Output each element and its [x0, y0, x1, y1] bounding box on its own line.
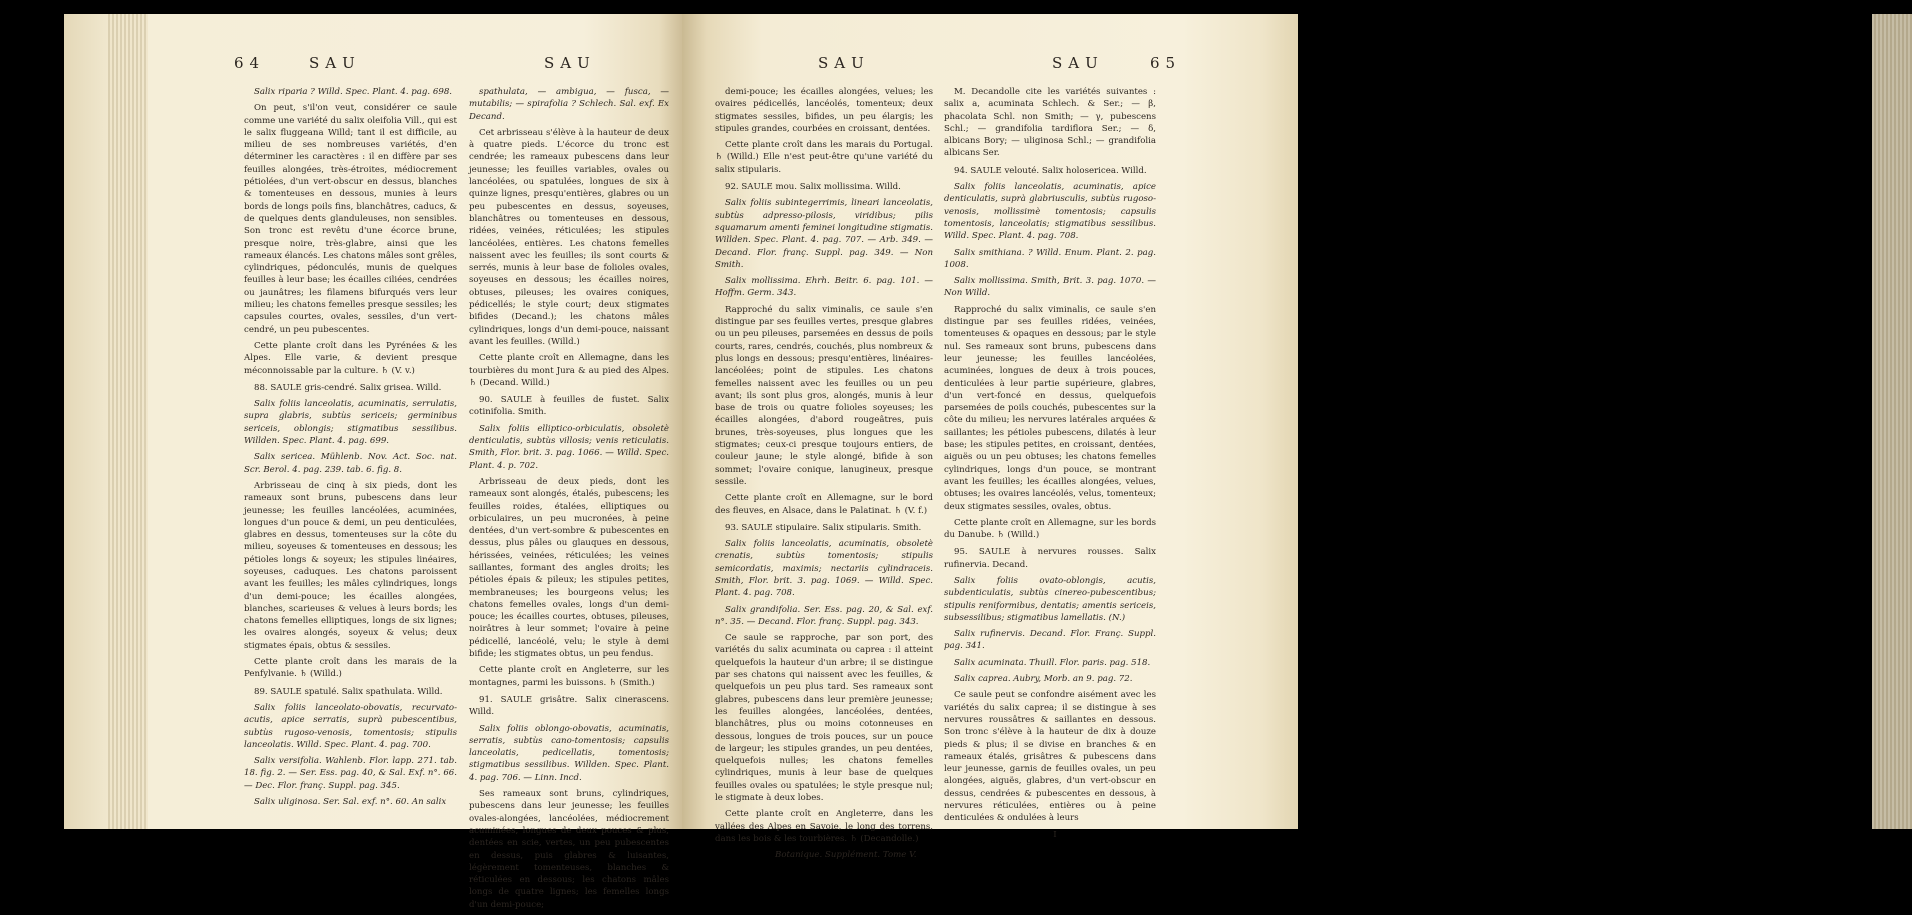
paragraph: Cette plante croît dans les marais de la Penfylvanie. ♄ (Willd.): [244, 657, 457, 680]
paragraph: Cette plante croît dans les Pyrénées & les Alpes. Elle varie, & devient presque méconnoissable par la culture. ♄ (V. v.): [244, 340, 457, 376]
synonym-citation: Salix mollissima. Ehrh. Beitr. 6. pag. 101. — Hoffm. Germ. 343.: [715, 276, 933, 299]
left-column-1: [244, 86, 457, 812]
paragraph: I: [1053, 829, 1057, 840]
paragraph: Arbrisseau de deux pieds, dont les rameaux sont alongés, étalés, pubescens; les feuilles roides, étalées, elliptiques ou orbiculaires, un peu mucronées, à peine dentées, d'un vert-sombre & pubescentes en dessus, plus pâles ou glauques en dessous, hérissées, veinées, réticulées; les veines saillantes, formant des angles droits; les pétioles épais & pileux; les stipules petites, membraneuses; les bourgeons velus; les chatons femelles ovales, longs d'un demi-pouce; les écailles courtes, obtuses, pileuses, noirâtres à leur sommet; l'ovaire à peine pédicellé, lancéolé, velu; le style à demi bifide; les stigmates obtus, un peu fendus.: [469, 476, 669, 660]
synonym-citation: Salix acuminata. Thuill. Flor. paris. pag. 518.: [954, 657, 1151, 668]
synonym-citation: Salix foliis ovato-oblongis, acutis, subdenticulatis, subtùs cinereo-pubescentibus; stipulis reniformibus, dentatis; amentis sericeis, subsessilibus; stigmatibus lamellatis. (N.): [944, 575, 1156, 623]
page-edge-left: [108, 14, 148, 829]
synonym-citation: Salix foliis lanceolatis, acuminatis, obsoletè crenatis, subtùs tomentosis; stipulis semicordatis, maximis; nectariis cylindraceis. Smith, Flor. brit. 3. pag. 1069. — Willd. Spec. Plant. 4. pag. 708.: [715, 539, 933, 599]
paragraph: M. Decandolle cite les variétés suivantes : salix a, acuminata Schlech. & Ser.; — β, phacolata Schl. non Smith; — γ, pubescens Schl.; — grandifolia tardiflora Ser.; — δ, albicans Bory; — uliginosa Schl.; — grandifolia albicans Ser.: [944, 87, 1156, 159]
left-column-2: [469, 86, 669, 915]
running-head-right-2: SAU: [1052, 54, 1104, 72]
open-book: [64, 14, 1298, 910]
paragraph: Ses rameaux sont bruns, cylindriques, pubescens dans leur jeunesse; les feuilles ovales-alongées, lancéolées, médiocrement acuminées, longues de deux pouces & plus, dentées en scie, vertes, un peu pubescentes en dessus, puis glabres & luisantes, légèrement tomenteuses, blanches & réticulées en dessous; les chatons mâles longs de quatre lignes; les femelles longs d'un demi-pouce;: [469, 789, 669, 910]
synonym-citation: Salix smithiana. ? Willd. Enum. Plant. 2. pag. 1008.: [944, 247, 1156, 270]
left-page: [64, 14, 682, 910]
right-column-2: [944, 86, 1156, 845]
page-number-left: 64: [234, 54, 266, 72]
species-entry-heading: 94. SAULE velouté. Salix holosericea. Willd.: [954, 165, 1147, 176]
species-entry-heading: 90. SAULE à feuilles de fustet. Salix cotinifolia. Smith.: [469, 395, 669, 418]
page-footer: Botanique. Supplément. Tome V.: [775, 850, 917, 861]
synonym-citation: Salix caprea. Aubry, Morb. an 9. pag. 72.: [954, 674, 1133, 685]
paragraph: Arbrisseau de cinq à six pieds, dont les rameaux sont bruns, pubescens dans leur jeunesse; les feuilles lancéolées, acuminées, longues d'un pouce & demi, un peu denticulées, glabres en dessus, tomenteuses sur la côte du milieu, soyeuses & tomenteuses en dessous; les pétioles longs & soyeux; les stipules linéaires, soyeuses, caduques. Les chatons paroissent avant les feuilles; les mâles cylindriques, longs d'un demi-pouce; les écailles alongées, blanches, scarieuses & velues à leurs bords; les chatons femelles elliptiques, longs de six lignes; les ovaires alongés, soyeux & velus; deux stigmates épais, obtus & sessiles.: [244, 480, 457, 651]
paragraph: Rapproché du salix viminalis, ce saule s'en distingue par ses feuilles vertes, presque glabres ou un peu pileuses, parsemées en dessus de poils courts, rares, cendrés, couchés, plus nombreux & plus longs en dessous; presqu'entières, linéaires-lancéolées; point de stipules. Les chatons femelles naissent avec les feuilles ou un peu avant; ils sont plus gros, alongés, munis à leur base de trois ou quatre folioles soyeuses; les écailles alongées, d'abord rougeâtres, puis brunes, très-soyeuses, plus longues que les stigmates; ceux-ci presque toujours entiers, de couleur jaune; le style alongé, bifide à son sommet; l'ovaire conique, lanugineux, presque sessile.: [715, 304, 933, 487]
species-entry-heading: 92. SAULE mou. Salix mollissima. Willd.: [725, 182, 901, 193]
paragraph: Cette plante croît en Allemagne, sur les bords du Danube. ♄ (Willd.): [944, 517, 1156, 541]
synonym-citation: Salix foliis lanceolato-obovatis, recurvato-acutis, apice serratis, suprà pubescentibus, subtùs rugoso-venosis, tomentosis; stipulis lanceolatis. Willd. Spec. Plant. 4. pag. 700.: [244, 702, 457, 750]
paragraph: Cette plante croît en Allemagne, sur le bord des fleuves, en Alsace, dans le Palatinat. ♄ (V. f.): [715, 493, 933, 516]
running-head-left-2: SAU: [544, 54, 596, 72]
species-entry-heading: 89. SAULE spatulé. Salix spathulata. Willd.: [254, 686, 443, 697]
synonym-citation: Salix foliis oblongo-obovatis, acuminatis, serratis, subtùs cano-tomentosis; capsulis lanceolatis, pedicellatis, tomentosis; stigmatibus sessilibus. Willden. Spec. Plant. 4. pag. 706. — Linn. Incd.: [469, 723, 669, 783]
paragraph: Ce saule se rapproche, par son port, des variétés du salix acuminata ou caprea : il atteint quelquefois la hauteur d'un arbre; il se distingue par ses chatons qui naissent avec les feuilles, & quelquefois un peu plus tard. Ses rameaux sont glabres, pubescens dans leur première jeunesse; les feuilles alongées, lancéolées, dentées, blanchâtres, plus ou moins cotonneuses en dessous, longues de trois pouces, sur un pouce de largeur; les stipules grandes, un peu dentées, quelquefois nulles; les chatons femelles cylindriques, munis à leur base de quelques feuilles ovales ou spatulées; le style presque nul; le stigmate à deux lobes.: [715, 633, 933, 804]
right-column-1: [715, 86, 933, 866]
running-head-left-1: SAU: [309, 54, 361, 72]
species-entry-heading: 88. SAULE gris-cendré. Salix grisea. Willd.: [254, 382, 442, 393]
synonym-citation: Salix uliginosa. Ser. Sal. exf. n°. 60. An salix: [254, 797, 447, 808]
running-head-right-1: SAU: [818, 54, 870, 72]
species-entry-heading: 91. SAULE grisâtre. Salix cinerascens. Willd.: [469, 694, 669, 718]
synonym-citation: Salix foliis lanceolatis, acuminatis, serrulatis, supra glabris, subtùs sericeis; germinibus sericeis, oblongis; stigmatibus sessilibus. Willden. Spec. Plant. 4. pag. 699.: [244, 399, 457, 447]
paragraph: Cette plante croît en Allemagne, dans les tourbières du mont Jura & au pied des Alpes. ♄ (Decand. Willd.): [469, 353, 669, 388]
paragraph: On peut, s'il'on veut, considérer ce saule comme une variété du salix oleifolia Vill., qui est le salix fluggeana Willd; tant il est difficile, au milieu de ses nombreuses variétés, d'en déterminer les caractères : il en diffère par ses feuilles alongées, très-étroites, médiocrement pétiolées, d'un vert-obscur en dessus, blanches & tomenteuses en dessous, munies à leurs bords de longs poils fins, blanchâtres, caducs, & de quelques dents glanduleuses, non sensibles. Son tronc est revêtu d'une écorce brune, presque noire, très-glabre, ainsi que les rameaux élancés. Les chatons mâles sont grêles, cylindriques, pédonculés, munis de quelques feuilles à leur base; les écailles ciliées, cendrées ou jaunâtres; les filamens bifurqués vers leur milieu; les chatons femelles presque sessiles; les capsules courtes, ovales, sessiles, d'un vert-cendré, un peu pubescentes.: [244, 103, 457, 335]
page-edge-right: [1872, 14, 1912, 829]
species-entry-heading: 95. SAULE à nervures rousses. Salix rufinervia. Decand.: [944, 547, 1156, 570]
synonym-citation: Salix rufinervis. Decand. Flor. Franç. Suppl. pag. 341.: [944, 629, 1156, 652]
paragraph: Cet arbrisseau s'élève à la hauteur de deux à quatre pieds. L'écorce du tronc est cendrée; les rameaux pubescens dans leur jeunesse; les feuilles variables, ovales ou lancéolées, ou spatulées, longues de six à quinze lignes, presqu'entières, glabres ou un peu pubescentes en dessus, soyeuses, blanchâtres ou tomenteuses en dessous, ridées, veinées, réticulées; les stipules lancéolées, entières. Les chatons femelles naissent avec les feuilles; ils sont courts & serrés, munis à leur base de folioles ovales, soyeuses en dessous; les écailles noires, obtuses, pileuses; les ovaires coniques, pédicellés; le style court; deux stigmates bifides (Decand.); les chatons mâles cylindriques, longs d'un demi-pouce, naissant avant les feuilles. (Willd.): [469, 127, 669, 347]
paragraph: demi-pouce; les écailles alongées, velues; les ovaires pédicellés, lancéolés, tomenteux; deux stigmates sessiles, bifides, un peu élargis; les stipules grandes, courbées en croissant, dentées.: [715, 87, 933, 134]
page-number-right: 65: [1150, 54, 1182, 72]
synonym-citation: Salix grandifolia. Ser. Ess. pag. 20, & Sal. exf. n°. 35. — Decand. Flor. franç. Suppl. pag. 343.: [715, 604, 933, 627]
synonym-citation: spathulata, — ambigua, — fusca, — mutabilis; — spirafolia ? Schlech. Sal. exf. Ex Decand.: [469, 87, 669, 122]
paragraph: Cette plante croît en Angleterre, sur les montagnes, parmi les buissons. ♄ (Smith.): [469, 665, 669, 688]
synonym-citation: Salix foliis lanceolatis, acuminatis, apice denticulatis, suprà glabriusculis, subtùs rugoso-venosis, mollissimè tomentosis; capsulis tomentosis, lanceolatis; stigmatibus sessilibus. Willd. Spec. Plant. 4. pag. 708.: [944, 182, 1156, 242]
right-page: [682, 14, 1298, 861]
synonym-citation: Salix sericea. Mühlenb. Nov. Act. Soc. nat. Scr. Berol. 4. pag. 239. tab. 6. fig. 8.: [244, 452, 457, 475]
paragraph: Cette plante croît dans les marais du Portugal. ♄ (Willd.) Elle n'est peut-être qu'une variété du salix stipularis.: [715, 140, 933, 175]
synonym-citation: Salix versifolia. Wahlenb. Flor. lapp. 271. tab. 18. fig. 2. — Ser. Ess. pag. 40, & Sal. Exf. n°. 66. — Dec. Flor. franç. Suppl. pag. 345.: [244, 756, 457, 791]
paragraph: Cette plante croît en Angleterre, dans les vallées des Alpes en Savoie, le long des torrens, dans les bois & les tourbières. ♄ (Decandolle.): [715, 809, 933, 844]
species-entry-heading: 93. SAULE stipulaire. Salix stipularis. Smith.: [725, 522, 922, 533]
paragraph: Rapproché du salix viminalis, ce saule s'en distingue par ses feuilles ridées, veinées, tomenteuses & opaques en dessous; par le style nul. Ses rameaux sont bruns, pubescens dans leur jeunesse; les feuilles lancéolées, acuminées, longues de deux à trois pouces, denticulées à leur partie supérieure, glabres, d'un vert-foncé en dessus, quelquefois parsemées de poils couchés, pubescentes sur la côte du milieu; les nervures latérales arquées & saillantes; les pétioles pubescens, dilatés à leur base; les stipules petites, en croissant, dentées, aiguës ou un peu obtuses; les chatons femelles cylindriques, longs d'un pouce, se montrant avant les feuilles; les écailles alongées, velues, obtuses; les ovaires lancéolés, velus, tomenteux; deux stigmates sessiles, ovales, obtus.: [944, 304, 1156, 512]
synonym-citation: Salix foliis elliptico-orbiculatis, obsoletè denticulatis, subtùs villosis; venis reticulatis. Smith, Flor. brit. 3. pag. 1066. — Willd. Spec. Plant. 4. p. 702.: [469, 423, 669, 471]
synonym-citation: Salix mollissima. Smith, Brit. 3. pag. 1070. — Non Willd.: [944, 276, 1156, 299]
synonym-citation: Salix foliis subintegerrimis, lineari lanceolatis, subtùs adpresso-pilosis, viridibus; pilis squamarum amenti feminei longitudine stigmatis. Willden. Spec. Plant. 4. pag. 707. — Arb. 349. — Decand. Flor. franç. Suppl. pag. 349. — Non Smith.: [715, 198, 933, 270]
synonym-citation: Salix riparia ? Willd. Spec. Plant. 4. pag. 698.: [254, 87, 453, 97]
paragraph: Ce saule peut se confondre aisément avec les variétés du salix caprea; il se distingue à ses nervures roussâtres & saillantes en dessous. Son tronc s'élève à la hauteur de dix à douze pieds & plus; il se divise en branches & en rameaux étalés, grisâtres & pubescens dans leur jeunesse, garnis de feuilles ovales, un peu alongées, aiguës, glabres, d'un vert-obscur en dessus, cendrées & pubescentes en dessous, à nervures réticulées, entières ou à peine denticulées & ondulées à leurs: [944, 690, 1156, 824]
